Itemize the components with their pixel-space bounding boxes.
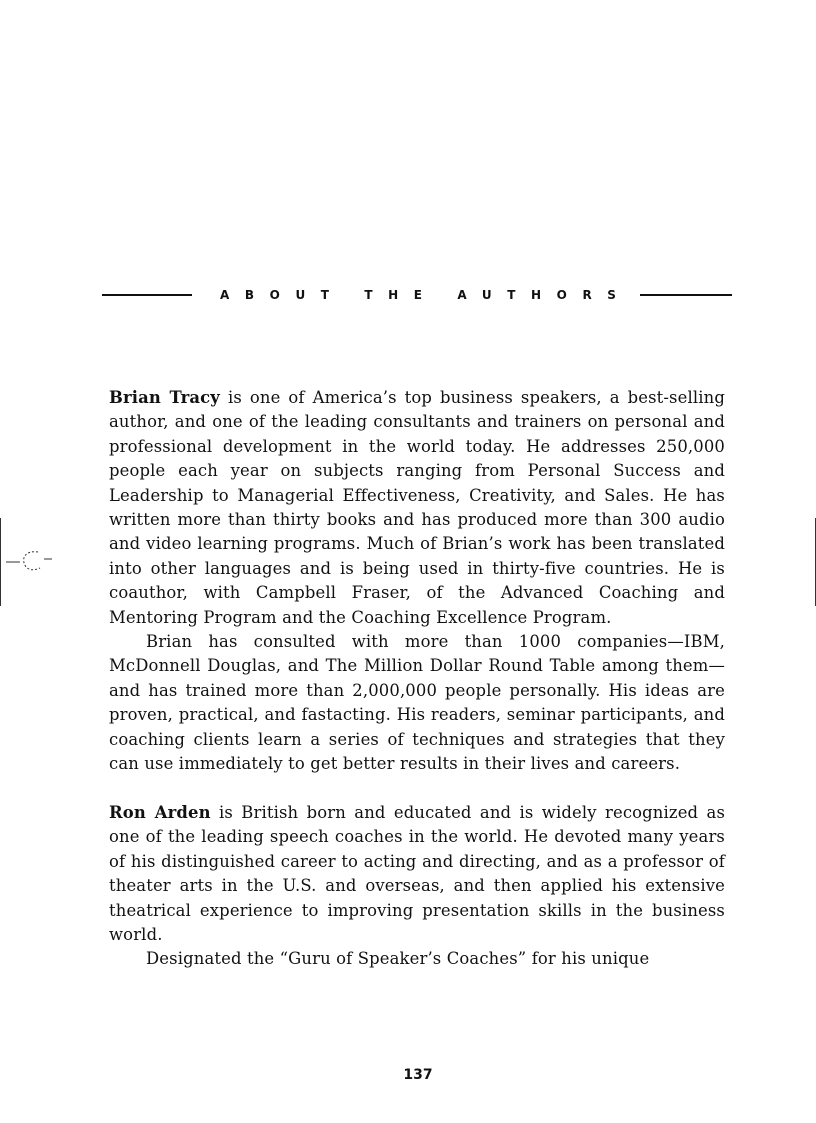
scan-edge-line-left	[0, 518, 1, 606]
paragraph-text: Designated the “Guru of Speaker’s Coaches” for his unique	[146, 949, 650, 969]
paragraph-brian-tracy-bio	[109, 386, 725, 630]
section-heading	[107, 286, 727, 304]
author-name: Brian Tracy	[109, 388, 220, 407]
heading-rule-right	[640, 294, 732, 296]
heading-title: ABOUT THE AUTHORS	[220, 288, 632, 302]
heading-rule-left	[102, 294, 192, 296]
crop-mark-icon	[4, 546, 56, 574]
author-name: Ron Arden	[109, 802, 211, 822]
paragraph-text: is British born and educated and is widely recognized as one of the leading speech coaches in the world. He devoted many years of his distinguished career to acting and directing, and as a professor of theater arts in the U.S. and overseas, and then applied his extensive theatrical experience to improving presentation skills in the business world.	[109, 802, 726, 944]
paragraph-ron-arden-designation	[109, 947, 725, 971]
paragraph-ron-arden-bio	[109, 801, 725, 947]
body-text	[109, 386, 725, 972]
paragraph-brian-tracy-consulting	[109, 630, 725, 776]
paragraph-text: is one of America’s top business speakers, a best-selling author, and one of the leading consultants and trainers on personal and professional development in the world today. He addresses 250,000 people each year on subjects ranging from Personal Success and Leadership to Managerial Effectiveness, Creativity, and Sales. He has written more than thirty books and has produced more than 300 audio and video learning programs. Much of Brian’s work has been translated into other languages and is being used in thirty-five countries. He is coauthor, with Campbell Fraser, of the Advanced Coaching and Mentoring Program and the Coaching Excellence Program.	[109, 388, 725, 627]
paragraph-text: Brian has consulted with more than 1000 companies—IBM, McDonnell Douglas, and The Million Dollar Round Table among them—and has trained more than 2,000,000 people personally. His ideas are proven, practical, and fastacting. His readers, seminar participants, and coaching clients learn a series of techniques and strategies that they can use immediately to get better results in their lives and careers.	[109, 632, 725, 774]
page-number: 137	[403, 1067, 433, 1083]
